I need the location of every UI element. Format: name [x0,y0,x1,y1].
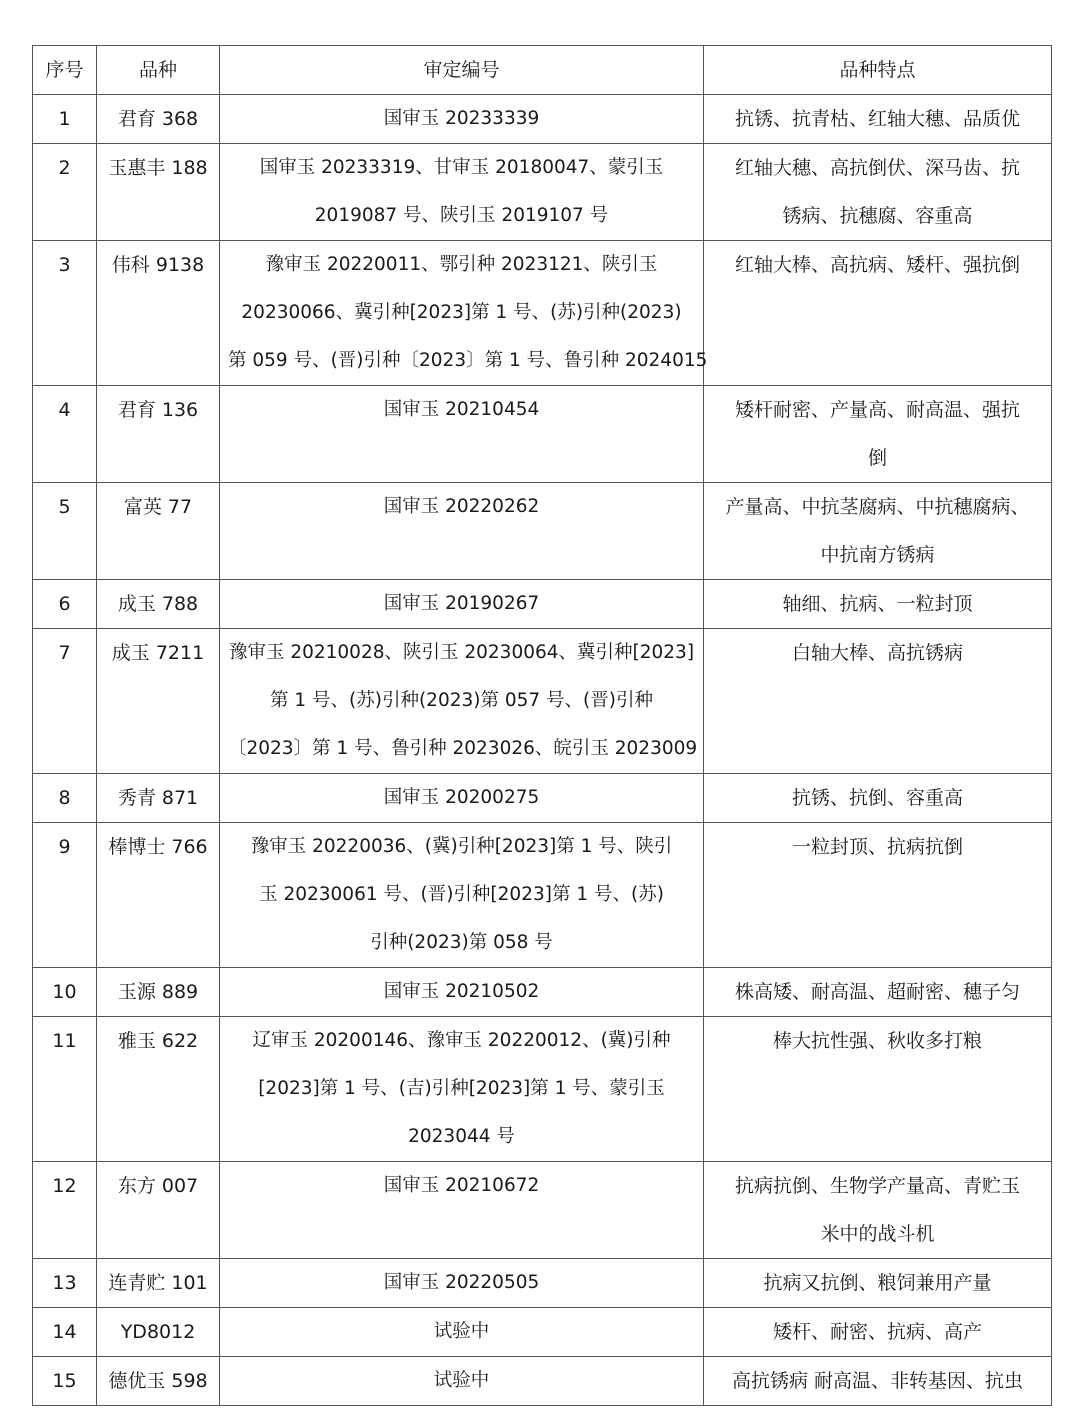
approval-code-line: 〔2023〕第 1 号、鲁引种 2023026、皖引玉 2023009 [228,738,698,759]
feature-line: 抗锈、抗青枯、红轴大穗、品质优 [734,108,1020,130]
approval-code-line: 第 1 号、(苏)引种(2023)第 057 号、(晋)引种 [270,690,653,711]
approval-code-line: 豫审玉 20220011、鄂引种 2023121、陕引玉 [265,254,658,275]
cell-variety-name: 雅玉 622 [97,1017,220,1162]
feature-line: 锈病、抗穗腐、容重高 [782,205,973,227]
cell-approval-code [220,144,704,241]
cell-features [704,483,1052,580]
cell-approval-code [220,1357,704,1406]
approval-code-line: 试验中 [433,1370,490,1391]
approval-code-line: 豫审玉 20210028、陕引玉 20230064、冀引种[2023] [228,642,695,663]
cell-serial-no: 4 [33,386,97,483]
cell-approval-code [220,580,704,629]
table-row [33,1162,1052,1259]
cell-features [704,823,1052,968]
cell-features [704,1308,1052,1357]
cell-approval-code [220,1259,704,1308]
approval-code-line: 第 059 号、(晋)引种〔2023〕第 1 号、鲁引种 2024015 [228,350,708,371]
table-header-row [33,46,1052,95]
cell-features [704,386,1052,483]
cell-serial-no: 9 [33,823,97,968]
cell-approval-code [220,823,704,968]
table-row [33,629,1052,774]
cell-variety-name: 东方 007 [97,1162,220,1259]
cell-variety-name: YD8012 [97,1308,220,1357]
cell-serial-no: 2 [33,144,97,241]
table-row [33,1259,1052,1308]
approval-code-line: 国审玉 20200275 [383,787,540,808]
approval-code-line: 20230066、冀引种[2023]第 1 号、(苏)引种(2023) [241,302,682,323]
approval-code-line: 国审玉 20210502 [383,981,540,1002]
feature-line: 红轴大棒、高抗病、矮杆、强抗倒 [734,254,1020,276]
cell-features [704,241,1052,386]
cell-approval-code [220,629,704,774]
feature-line: 白轴大棒、高抗锈病 [791,642,963,664]
feature-line: 倒 [867,447,887,469]
feature-line: 抗病又抗倒、粮饲兼用产量 [763,1272,992,1294]
approval-code-line: 国审玉 20233339 [383,108,540,129]
approval-code-line: 试验中 [433,1321,490,1342]
cell-features [704,1017,1052,1162]
cell-serial-no: 13 [33,1259,97,1308]
approval-code-line: 国审玉 20210454 [383,399,540,420]
table-row [33,580,1052,629]
cell-variety-name: 君育 136 [97,386,220,483]
approval-code-line: 辽审玉 20200146、豫审玉 20220012、(冀)引种 [252,1030,671,1051]
cell-variety-name: 连青贮 101 [97,1259,220,1308]
table-row [33,968,1052,1017]
cell-features [704,968,1052,1017]
table-row [33,386,1052,483]
cell-approval-code [220,483,704,580]
header-features: 品种特点 [704,46,1052,95]
feature-line: 红轴大穗、高抗倒伏、深马齿、抗 [734,157,1020,179]
cell-approval-code [220,1308,704,1357]
cell-features [704,1162,1052,1259]
corn-variety-table [32,45,1052,1406]
feature-line: 矮杆耐密、产量高、耐高温、强抗 [734,399,1020,421]
cell-serial-no: 15 [33,1357,97,1406]
cell-variety-name: 棒博士 766 [97,823,220,968]
cell-serial-no: 10 [33,968,97,1017]
table-row [33,483,1052,580]
cell-approval-code [220,95,704,144]
cell-features [704,1357,1052,1406]
cell-features [704,1259,1052,1308]
cell-variety-name: 玉源 889 [97,968,220,1017]
cell-features [704,629,1052,774]
cell-features [704,95,1052,144]
approval-code-line: 国审玉 20220505 [383,1272,540,1293]
approval-code-line: [2023]第 1 号、(吉)引种[2023]第 1 号、蒙引玉 [258,1078,665,1099]
cell-approval-code [220,774,704,823]
approval-code-line: 豫审玉 20220036、(冀)引种[2023]第 1 号、陕引 [250,836,673,857]
feature-line: 轴细、抗病、一粒封顶 [782,593,973,615]
table-row [33,144,1052,241]
approval-code-line: 引种(2023)第 058 号 [370,932,553,953]
feature-line: 抗病抗倒、生物学产量高、青贮玉 [734,1175,1020,1197]
header-serial-no: 序号 [33,46,97,95]
cell-features [704,144,1052,241]
table-row [33,95,1052,144]
approval-code-line: 2023044 号 [408,1126,515,1147]
cell-serial-no: 14 [33,1308,97,1357]
cell-serial-no: 1 [33,95,97,144]
cell-variety-name: 德优玉 598 [97,1357,220,1406]
table-row [33,1357,1052,1406]
feature-line: 抗锈、抗倒、容重高 [791,787,963,809]
feature-line: 一粒封顶、抗病抗倒 [791,836,963,858]
approval-code-line: 国审玉 20220262 [383,496,540,517]
feature-line: 株高矮、耐高温、超耐密、穗子匀 [734,981,1020,1003]
approval-code-line: 国审玉 20233319、甘审玉 20180047、蒙引玉 [259,157,664,178]
cell-variety-name: 成玉 7211 [97,629,220,774]
feature-line: 中抗南方锈病 [820,544,935,566]
feature-line: 棒大抗性强、秋收多打粮 [772,1030,982,1052]
feature-line: 矮杆、耐密、抗病、高产 [772,1321,982,1343]
cell-serial-no: 6 [33,580,97,629]
cell-variety-name: 秀青 871 [97,774,220,823]
approval-code-line: 2019087 号、陕引玉 2019107 号 [314,205,609,226]
cell-serial-no: 12 [33,1162,97,1259]
feature-line: 产量高、中抗茎腐病、中抗穗腐病、 [725,496,1030,518]
cell-serial-no: 11 [33,1017,97,1162]
table-row [33,1308,1052,1357]
cell-serial-no: 3 [33,241,97,386]
cell-variety-name: 君育 368 [97,95,220,144]
table-row [33,774,1052,823]
approval-code-line: 玉 20230061 号、(晋)引种[2023]第 1 号、(苏) [259,884,664,905]
cell-approval-code [220,386,704,483]
cell-serial-no: 8 [33,774,97,823]
feature-line: 米中的战斗机 [820,1223,935,1245]
table-row [33,241,1052,386]
cell-serial-no: 5 [33,483,97,580]
cell-approval-code [220,1162,704,1259]
cell-variety-name: 成玉 788 [97,580,220,629]
cell-variety-name: 玉惠丰 188 [97,144,220,241]
table-row [33,823,1052,968]
header-approval-code: 审定编号 [220,46,704,95]
header-variety: 品种 [97,46,220,95]
cell-approval-code [220,241,708,386]
feature-line: 高抗锈病 耐高温、非转基因、抗虫 [731,1370,1024,1392]
cell-approval-code [220,968,704,1017]
approval-code-line: 国审玉 20210672 [383,1175,540,1196]
approval-code-line: 国审玉 20190267 [383,593,540,614]
cell-features [704,774,1052,823]
cell-serial-no: 7 [33,629,97,774]
table-row [33,1017,1052,1162]
cell-variety-name: 伟科 9138 [97,241,220,386]
cell-approval-code [220,1017,704,1162]
cell-features [704,580,1052,629]
cell-variety-name: 富英 77 [97,483,220,580]
